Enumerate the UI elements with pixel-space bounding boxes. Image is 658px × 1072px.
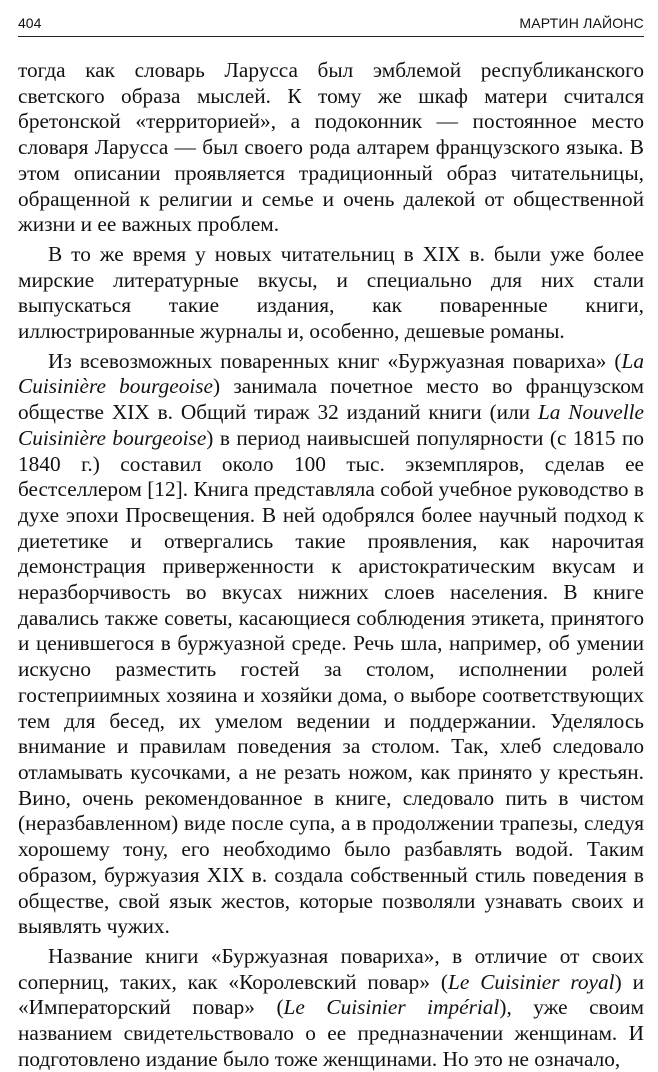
paragraph [18,349,644,940]
italic-title: La Nouvelle Cuisinière bourgeoise [18,400,645,450]
text-run: Из всевозможных поваренных книг «Буржуазная повариха» ( [48,348,622,373]
paragraph [18,242,644,345]
text-run: ) и «Императорский повар» ( [18,969,644,1020]
paragraph [18,944,644,1072]
paragraph [18,58,644,238]
text-run: ), уже своим названием свидетельствовало о ее предназначении женщинам. И подготовлено издание было тоже женщинами. Но это не означало, [18,995,644,1071]
italic-title: La Cuisinière bourgeoise [18,348,644,399]
italic-title: Le Cuisinier royal [448,969,615,994]
page-number: 404 [18,15,42,31]
page-header [18,12,644,37]
text-run: ) в период наивысшей популярности (с 1815 по 1840 г.) составил около 100 тыс. экземпляров, сделав ее бестселлером [12]. Книга представляла собой учебное руководство в духе эпохи Просвещения. В ней одобрялся более научный подход к диететике и отвергались такие проявления, как нарочитая демонстрация приверженности к аристократическим вкусам и неразборчивость во вкусах нижних слоев населения. В книге давались также советы, касающиеся соблюдения этикета, принятого и ценившегося в буржуазной среде. Речь шла, например, об умении искусно разместить гостей за столом, исполнении ролей гостеприимных хозяина и хозяйки дома, о выборе соответствующих тем для бесед, их умелом ведении и поддержании. Уделялось внимание и правилам поведения за столом. Так, хлеб следовало отламывать кусочками, а не резать ножом, как принято у крестьян. Вино, очень рекомендованное в книге, следовало пить в чистом (неразбавленном) виде после супа, а в продолжении трапезы, следуя хорошему тону, его необходимо было разбавлять водой. Таким образом, буржуазия XIX в. создала собственный стиль поведения в обществе, свой язык жестов, которые позволяли узнавать своих и выявлять чужих. [18,425,645,939]
text-run: В то же время у новых читательниц в XIX в. были уже более мирские литературные вкусы, и специально для них стали выпускаться такие издания, как поваренные книги, иллюстрированные журналы и, особенно, дешевые романы. [18,241,644,344]
text-run: ) занимала почетное место во французском обществе XIX в. Общий тираж 32 изданий книги (или [18,374,644,425]
italic-title: Le Cuisinier impérial [283,995,500,1020]
text-run: Название книги «Буржуазная повариха», в отличие от своих соперниц, таких, как «Королевский повар» ( [18,943,644,994]
text-run: тогда как словарь Ларусса был эмблемой республиканского светского образа мыслей. К тому же шкаф матери считался бретонской «территорией», а подоконник — постоянное место словаря Ларусса — был своего рода алтарем французского языка. В этом описании проявляется традиционный образ читательницы, обращенной к религии и семье и очень далекой от общественной жизни и ее важных проблем. [18,58,644,237]
body-text [18,58,644,1072]
running-head: МАРТИН ЛАЙОНС [519,15,644,31]
